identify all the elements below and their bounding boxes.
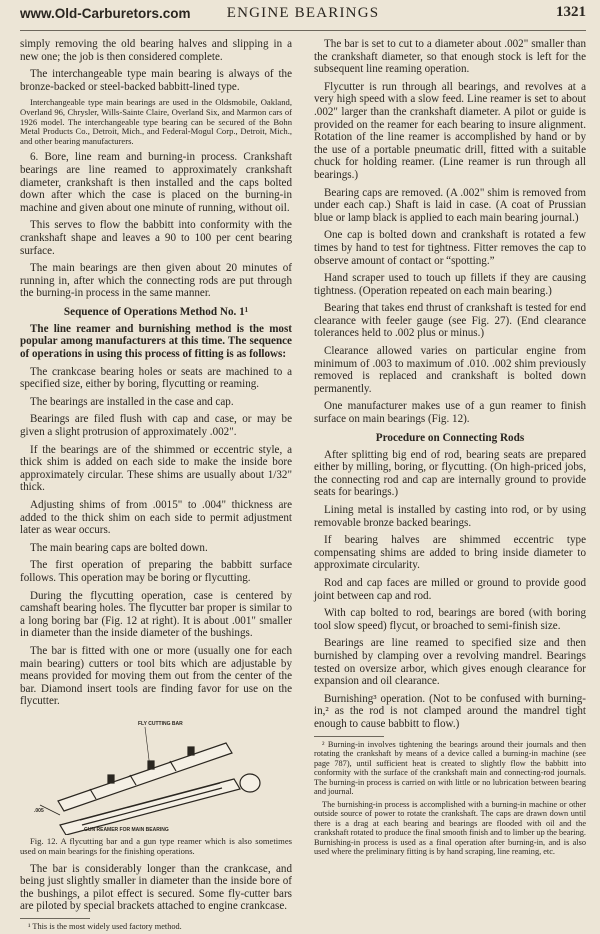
paragraph: Clearance allowed varies on particular engine from minimum of .003 to maximum of .010. .002 shim previously removed is replaced and crankshaft is bolted down permanently. xyxy=(314,345,586,395)
footnote: The burnishing-in process is accomplished with a burning-in machine or other outside source of power to rotate the crankshaft. The caps are drawn down until there is a drag at each bearing and bearings are flooded with oil and the crankshaft rotated to produce the final smooth finish and to limber up the bearing. Burnishing-in process is used as a final operation after burning-in, and is also used where the preliminary fitting is by hand scraping, line reaming, etc. xyxy=(314,799,586,856)
paragraph: The bar is considerably longer than the crankcase, and being just slightly smaller in diameter than the inside bore of the bushings, a pilot effect is secured. Some fly-cutter bars are piloted by special brackets attached to engine crankcase. xyxy=(20,862,292,913)
figure-caption: Fig. 12. A flycutting bar and a gun type reamer which is also sometimes used on main bearings for the finishing operations. xyxy=(20,835,292,856)
paragraph: One manufacturer makes use of a gun reamer to finish surface on main bearings (Fig. 12). xyxy=(314,400,586,426)
figure-label: GUN REAMER FOR MAIN BEARING xyxy=(84,826,169,833)
paragraph: The first operation of preparing the babbitt surface follows. This operation may be boring or flycutting. xyxy=(20,559,292,584)
footnote: ¹ This is the most widely used factory method. xyxy=(28,921,182,931)
section-heading: Sequence of Operations Method No. 1¹ xyxy=(63,305,249,318)
paragraph: 6. Bore, line ream and burning-in process. Crankshaft bearings are line reamed to approximately crankshaft diameter, crankshaft is then installed and the caps bolted down after which the case is placed on the burning-in machine and given about one minute of running, without oil. xyxy=(20,151,292,214)
footnote: ² Burning-in involves tightening the bearings around their journals and then rotating the crankshaft by means of a device called a burning-in machine (see page 787), until sufficient heat is created to slightly flow the babbitt into conformity with the surface of the crankshaft main and connecting-rod journals. The burning-in process is carried on with little or no lubrication between bearing and journal. xyxy=(314,739,586,796)
footnote-rule xyxy=(314,736,384,737)
paragraph: With cap bolted to rod, bearings are bored (with boring tool slow speed) flycut, or broached to semi-finish size. xyxy=(314,607,586,632)
site-url[interactable]: www.Old-Carburetors.com xyxy=(20,6,191,21)
page-number: 1321 xyxy=(556,4,586,20)
fly-cutting-bar-drawing xyxy=(58,743,232,811)
paragraph: The bar is set to cut to a diameter about .002" smaller than the crankshaft diameter, so that enough stock is left for the subsequent line reaming operation. xyxy=(314,38,586,76)
running-title: ENGINE BEARINGS xyxy=(226,5,380,21)
paragraph: If bearing halves are shimmed eccentric type compensating shims are added to bring inside diameter to approximate circularity. xyxy=(314,534,586,572)
paragraph-small: Interchangeable type main bearings are used in the Oldsmobile, Oakland, Overland 96, Chrysler, Wills-Sainte Claire, Overland Six, and Marmon cars of 1926 model. The interchangeable type bearing can be secured of the Bohn Metal Products Co., Detroit, Mich., and Federal-Mogul Corp., Detroit, Mich., and other bearing manufacturers. xyxy=(20,97,292,146)
paragraph-bold: The line reamer and burnishing method is the most popular among manufacturers at this time. The sequence of operations in using this process of fitting is as follows: xyxy=(20,322,292,361)
paragraph: Hand scraper used to touch up fillets if they are causing tightness. (Operation repeated on each main bearing.) xyxy=(314,272,586,297)
paragraph: The bearings are installed in the case and cap. xyxy=(30,395,234,408)
paragraph: simply removing the old bearing halves and slipping in a new one; the job is then considered complete. xyxy=(20,38,292,63)
paragraph: The main bearings are then given about 20 minutes of running in, after which the connecting rods are put through the burning-in process in the same manner. xyxy=(20,262,292,300)
figure-flycutting-bar xyxy=(20,713,292,835)
paragraph: The crankcase bearing holes or seats are machined to a specified size, either by boring, flycutting or reaming. xyxy=(20,365,292,391)
paragraph: The main bearing caps are bolted down. xyxy=(30,541,208,554)
paragraph: One cap is bolted down and crankshaft is rotated a few times by hand to test for tightness. Fitter removes the cap to observe amount of contact or “spotting.” xyxy=(314,229,586,267)
paragraph: The interchangeable type main bearing is always of the bronze-backed or steel-backed babbitt-lined type. xyxy=(20,68,292,93)
section-heading: Procedure on Connecting Rods xyxy=(375,431,525,444)
figure-label: .005 xyxy=(34,807,44,814)
gun-reamer-drawing xyxy=(60,774,260,835)
paragraph: If the bearings are of the shimmed or eccentric style, a thick shim is added on each side to make the inside bore approximately circular. These shims are usually about 1/32" thick. xyxy=(20,443,292,494)
text-columns xyxy=(20,38,586,934)
paragraph: Lining metal is installed by casting into rod, or by using removable bronze backed bearings. xyxy=(314,504,586,529)
paragraph: Bearings are line reamed to specified size and then burnished by clamping over a revolving mandrel. Bearings tested on oversize arbor, which gives enough clearance for expansion and oil clearance. xyxy=(314,637,586,688)
footnote-rule xyxy=(20,918,90,919)
paragraph: Rod and cap faces are milled or ground to provide good joint between cap and rod. xyxy=(314,576,586,602)
flycutter-illustration xyxy=(20,713,292,835)
right-column xyxy=(314,38,586,934)
paragraph: Bearing caps are removed. (A .002" shim is removed from under each cap.) Shaft is laid in case. (A coat of Prussian blue or lamp black is applied to each main bearing journal.) xyxy=(314,186,586,224)
left-column xyxy=(20,38,292,934)
paragraph: After splitting big end of rod, bearing seats are prepared either by milling, boring, or flycutting. (On high-priced jobs, the connecting rod and cap are internally ground to provide seats for bearings.) xyxy=(314,448,586,499)
paragraph: Burnishing³ operation. (Not to be confused with burning-in,² as the rod is not clamped around the mandrel tight enough to cause babbitt to flow.) xyxy=(314,692,586,730)
paragraph: Adjusting shims of from .0015" to .004" thickness are added to the thick shim on each side to permit adjustment later as wear occurs. xyxy=(20,499,292,537)
paragraph: During the flycutting operation, case is centered by camshaft bearing holes. The flycutter bar proper is similar to a long boring bar (Fig. 12 at right). It is about .001" smaller in diameter than the inside diameter of the bushings. xyxy=(20,589,292,640)
paragraph: The bar is fitted with one or more (usually one for each main bearing) cutters or tool bits which are adjustable by means provided for moving them out from the center of the bar. Diamond insert tools are finding favor for use on the flycutter. xyxy=(20,644,292,708)
paragraph: Flycutter is run through all bearings, and revolves at a very high speed with a slow feed. Line reamer is set to about .002" larger than the crankshaft diameter. A pilot or guide is provided on the reamer for each bearing to insure alignment. Rotation of the line reamer is accomplished by hand or by the use of a portable pneumatic drill, fitted with a suitable chuck for holding reamer. (Line reamer is run through all bearings.) xyxy=(314,80,586,181)
paragraph: This serves to flow the babbitt into conformity with the crankshaft shape and leaves a 90 to 100 per cent bearing surface. xyxy=(20,219,292,257)
paragraph: Bearing that takes end thrust of crankshaft is tested for end clearance with feeler gauge (see Fig. 27). (End clearance tolerances held to .002 plus or minus.) xyxy=(314,302,586,340)
page-header xyxy=(20,0,586,31)
paragraph: Bearings are filed flush with cap and case, or may be given a slight protrusion of approximately .002". xyxy=(20,413,292,439)
figure-label: FLY CUTTING BAR xyxy=(138,720,183,727)
